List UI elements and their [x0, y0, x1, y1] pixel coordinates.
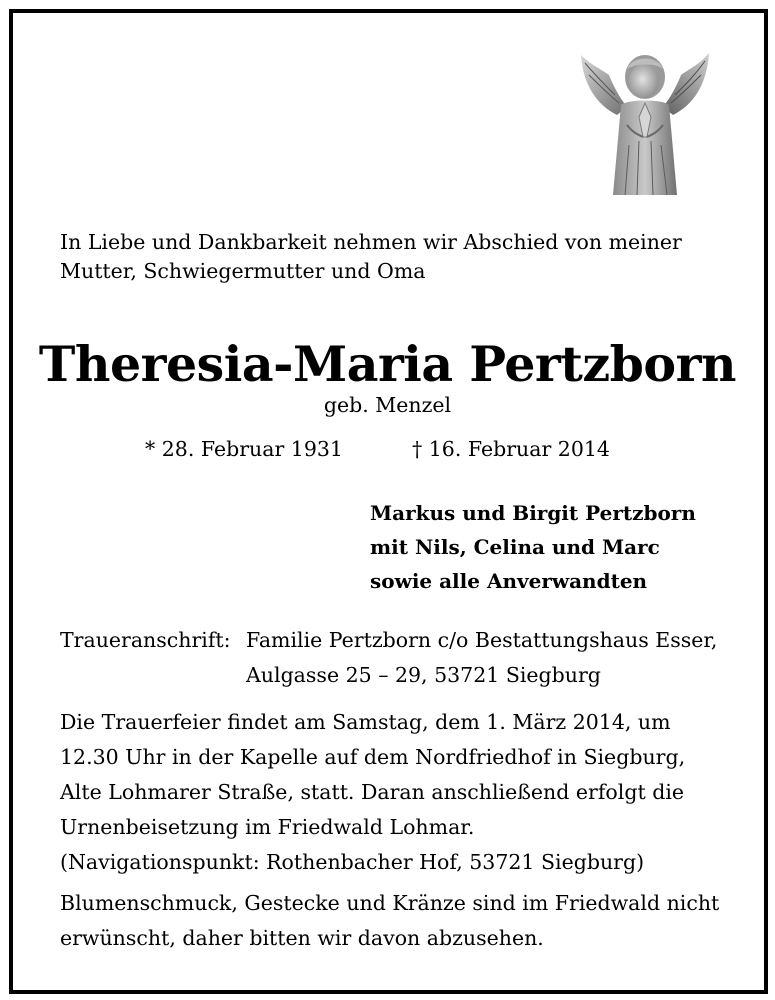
- service-line: (Navigationspunkt: Rothenbacher Hof, 53721 Siegburg): [60, 850, 645, 874]
- intro-line: Mutter, Schwiegermutter und Oma: [60, 259, 426, 283]
- angel-statue-image: [577, 45, 713, 197]
- address-line: Familie Pertzborn c/o Bestattungshaus Esser,: [246, 628, 718, 652]
- funeral-service-text: [60, 705, 685, 880]
- intro-text: [60, 228, 682, 286]
- service-line: Die Trauerfeier findet am Samstag, dem 1. März 2014, um: [60, 710, 671, 734]
- mourners-list: [370, 496, 696, 598]
- service-line: Urnenbeisetzung im Friedwald Lohmar.: [60, 815, 475, 839]
- service-line: 12.30 Uhr in der Kapelle auf dem Nordfriedhof in Siegburg,: [60, 745, 686, 769]
- flowers-note: [60, 886, 719, 956]
- flowers-line: Blumenschmuck, Gestecke und Kränze sind im Friedwald nicht: [60, 891, 720, 915]
- maiden-name: geb. Menzel: [323, 393, 452, 417]
- flowers-line: erwünscht, daher bitten wir davon abzusehen.: [60, 926, 544, 950]
- birth-date: * 28. Februar 1931: [145, 437, 343, 461]
- address-label: Traueranschrift:: [60, 628, 231, 652]
- deceased-name: Theresia-Maria Pertzborn: [38, 335, 737, 393]
- service-line: Alte Lohmarer Straße, statt. Daran anschließend erfolgt die: [60, 780, 685, 804]
- mourners-line: mit Nils, Celina und Marc: [370, 535, 660, 559]
- intro-line: In Liebe und Dankbarkeit nehmen wir Abschied von meiner: [60, 230, 682, 254]
- death-date: † 16. Februar 2014: [412, 437, 610, 461]
- address-line: Aulgasse 25 – 29, 53721 Siegburg: [246, 663, 601, 687]
- mourners-line: sowie alle Anverwandten: [370, 569, 648, 593]
- mourners-line: Markus und Birgit Pertzborn: [370, 501, 696, 525]
